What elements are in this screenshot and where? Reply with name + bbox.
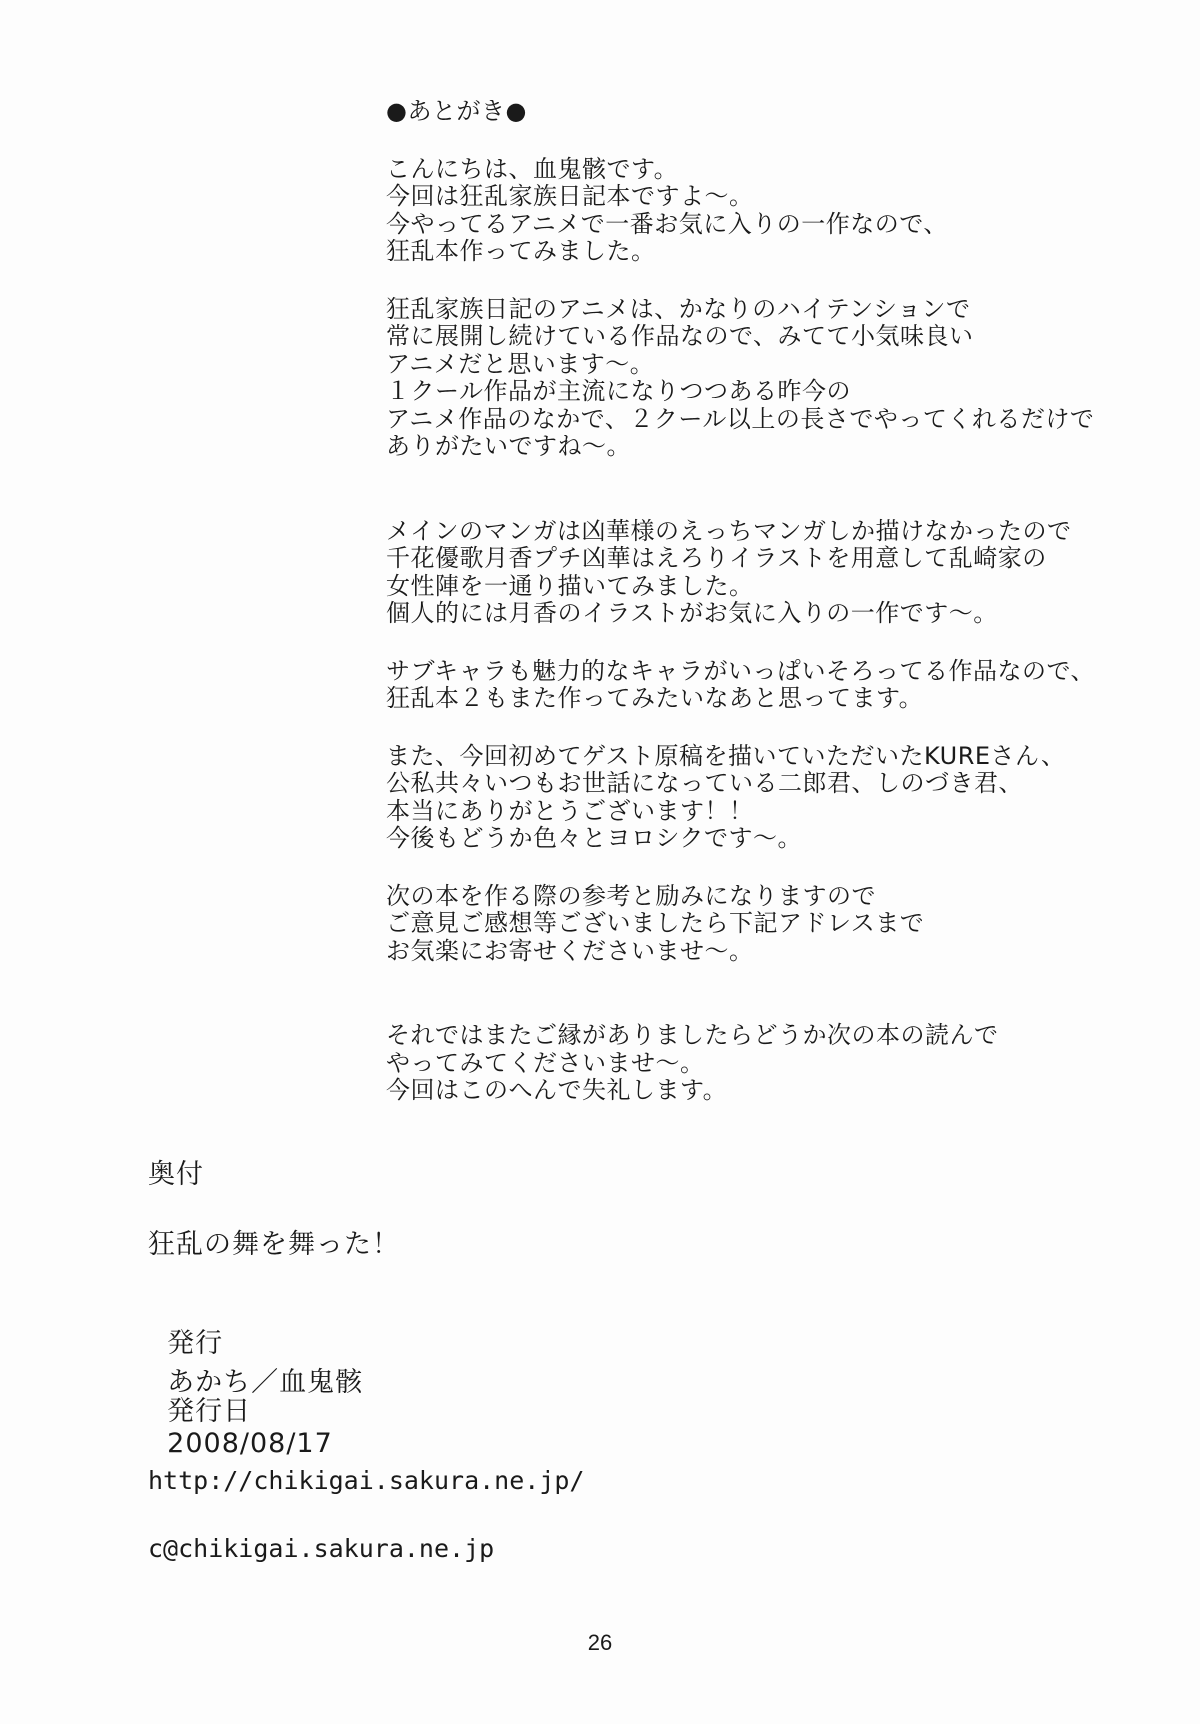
text-line: 今後もどうか色々とヨロシクです～。 <box>386 824 803 852</box>
afterword-section <box>386 98 1106 1105</box>
afterword-paragraph-1 <box>386 156 1106 266</box>
afterword-heading: ●あとがき● <box>386 97 527 125</box>
text-line: 公私共々いつもお世話になっている二郎君、しのづき君、 <box>386 769 1023 797</box>
page-number: 26 <box>587 1630 613 1655</box>
text-line: 今やってるアニメで一番お気に入りの一作なので、 <box>386 209 948 238</box>
afterword-paragraph-4 <box>386 658 1106 713</box>
text-line: 狂乱家族日記のアニメは、かなりのハイテンションで <box>386 294 971 323</box>
text-line: 個人的には月香のイラストがお気に入りの一作です～。 <box>386 599 998 627</box>
text-line: こんにちは、血鬼骸です。 <box>386 154 679 183</box>
text-line: それではまたご縁がありましたらどうか次の本の読んで <box>386 1021 999 1049</box>
afterword-paragraph-7 <box>386 1022 1106 1105</box>
text-line: やってみてくださいませ～。 <box>386 1048 705 1077</box>
afterword-paragraph-6 <box>386 883 1106 966</box>
publish-date-row <box>148 1358 848 1459</box>
text-line: 女性陣を一通り描いてみました。 <box>386 571 754 600</box>
afterword-paragraph-3 <box>386 518 1106 628</box>
text-line: アニメ作品のなかで、２クール以上の長さでやってくれるだけで <box>386 404 1095 433</box>
email-address: c@chikigai.sakura.ne.jp <box>148 1534 495 1563</box>
publisher-value: あかち／血鬼骸 <box>167 1367 364 1398</box>
text-line: メインのマンガは凶華様のえっちマンガしか描けなかったので <box>386 516 1072 545</box>
afterword-paragraph-5 <box>386 743 1106 853</box>
text-line: 千花優歌月香プチ凶華はえろりイラストを用意して乱崎家の <box>386 544 1047 572</box>
text-line: サブキャラも魅力的なキャラがいっぱいそろってる作品なので、 <box>386 656 1096 685</box>
text-line: 今回はこのへんで失礼します。 <box>386 1076 728 1104</box>
colophon-heading: 奥付 <box>148 1159 204 1190</box>
publish-date-value: 2008/08/17 <box>167 1428 333 1459</box>
text-line: ご意見ご感想等ございましたら下記アドレスまで <box>386 909 925 937</box>
text-line: 今回は狂乱家族日記本ですよ～。 <box>386 182 754 210</box>
text-line: ありがたいですね～。 <box>386 432 631 460</box>
book-title: 狂乱の舞を舞った！ <box>148 1229 400 1260</box>
text-line: お気楽にお寄せくださいませ～。 <box>386 936 754 965</box>
text-line: 本当にありがとうございます！！ <box>386 796 754 825</box>
text-line: また、今回初めてゲスト原稿を描いていただいたKUREさん、 <box>386 741 1066 770</box>
text-line: 次の本を作る際の参考と励みになりますので <box>386 881 876 910</box>
publish-date-label: 発行日 <box>167 1396 252 1427</box>
publisher-label: 発行 <box>167 1328 224 1359</box>
afterword-paragraph-2 <box>386 296 1106 461</box>
text-line: アニメだと思います～。 <box>386 349 655 378</box>
text-line: １クール作品が主流になりつつある昨今の <box>386 377 852 405</box>
text-line: 狂乱本作ってみました。 <box>386 237 656 265</box>
text-line: 常に展開し続けている作品なので、みてて小気味良い <box>386 322 974 350</box>
text-line: 狂乱本２もまた作ってみたいなあと思ってます。 <box>386 684 924 712</box>
website-url: http://chikigai.sakura.ne.jp/ <box>148 1466 585 1495</box>
